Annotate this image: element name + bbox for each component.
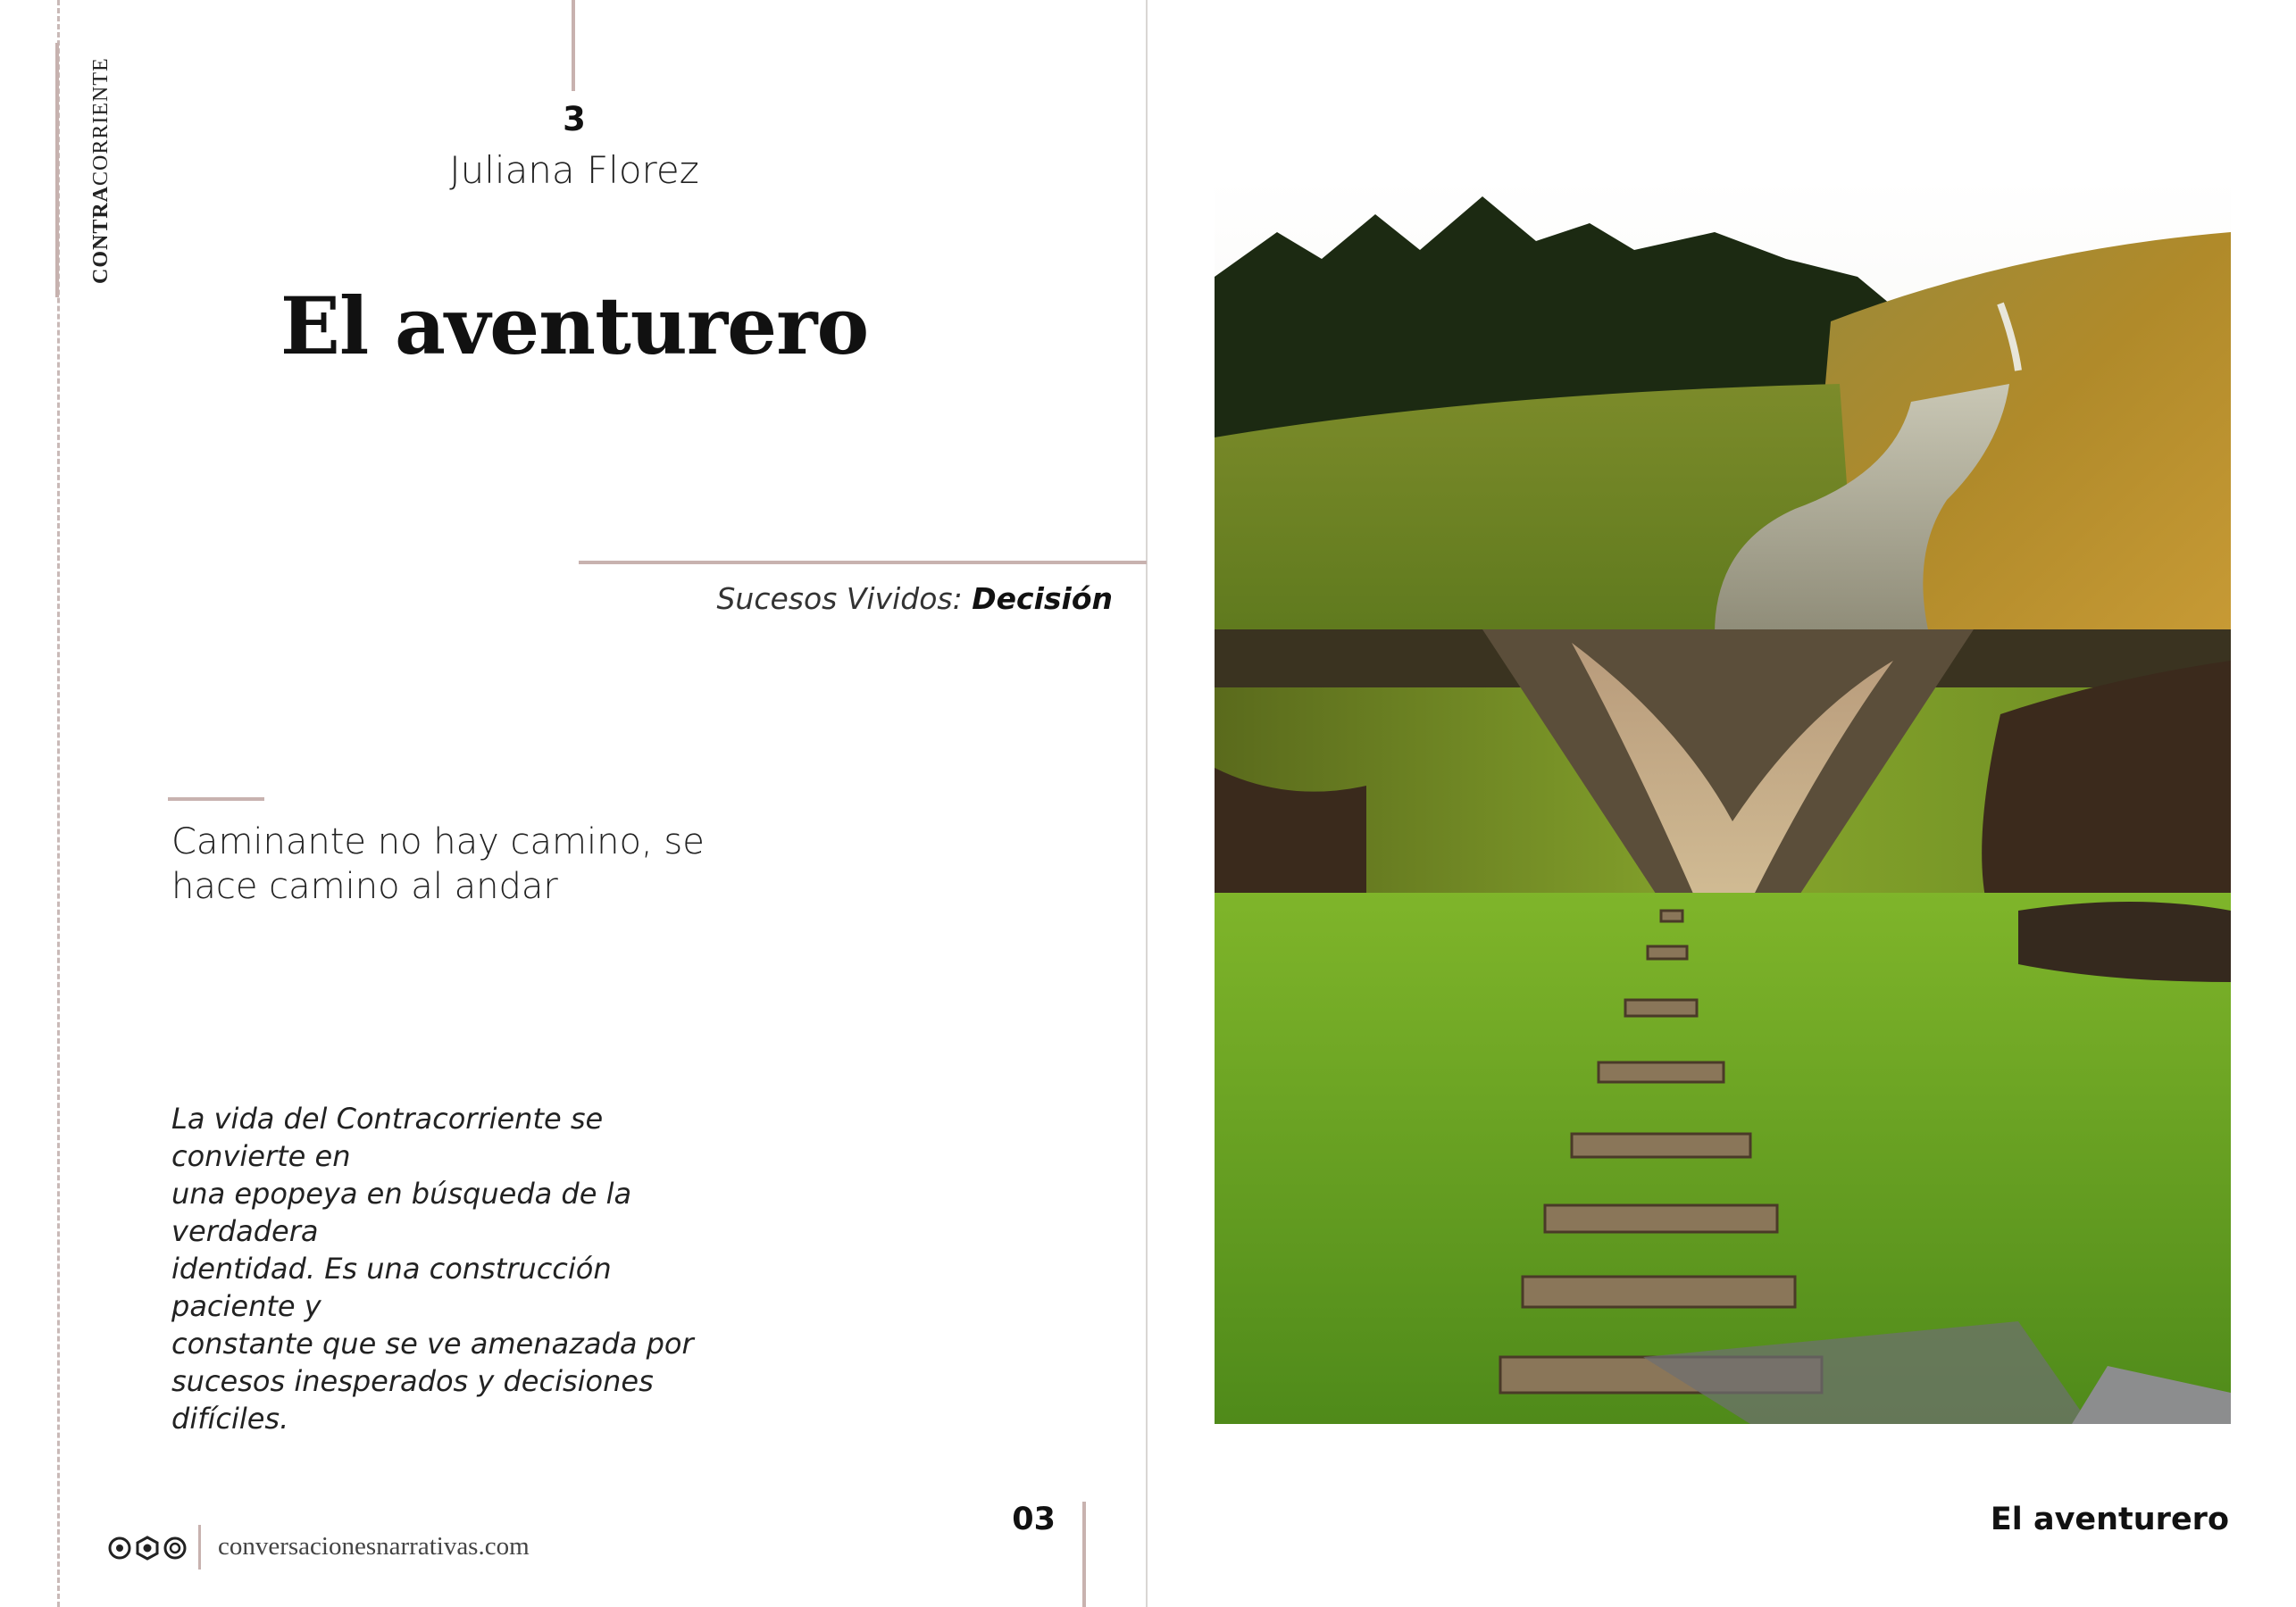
body-line: sucesos inesperados y decisiones difíciles.	[171, 1364, 654, 1436]
body-line: identidad. Es una construcción paciente y	[171, 1252, 612, 1323]
chapter-number: 3	[563, 100, 586, 138]
side-label-bold: CONTRA	[89, 185, 113, 284]
three-circle-logo-icon	[107, 1534, 188, 1562]
landscape-collage-image	[1215, 179, 2231, 1424]
section-rule	[579, 561, 1147, 564]
body-line: La vida del Contracorriente se convierte en	[171, 1102, 604, 1173]
author-name: Juliana Florez	[449, 148, 699, 192]
page-number: 03	[1012, 1502, 1056, 1537]
page-spine	[1146, 0, 1148, 1607]
section-label	[679, 581, 1113, 616]
running-title: El aventurero	[1990, 1502, 2229, 1537]
footer-rule	[1082, 1502, 1086, 1607]
website-url[interactable]: conversacionesnarrativas.com	[218, 1532, 530, 1561]
side-solid-line	[55, 43, 59, 297]
section-prefix: Sucesos Vividos:	[716, 581, 963, 616]
epigraph-quote	[171, 820, 797, 909]
chapter-title: El aventurero	[280, 279, 869, 372]
quote-line: Caminante no hay camino, se	[171, 821, 705, 862]
footer-separator	[198, 1525, 201, 1570]
body-paragraph	[171, 1100, 743, 1437]
section-value: Decisión	[972, 581, 1113, 616]
publication-side-label	[89, 57, 113, 284]
top-rule	[572, 0, 575, 91]
body-line: constante que se ve amenazada por	[171, 1327, 694, 1361]
body-line: una epopeya en búsqueda de la verdadera	[171, 1177, 632, 1248]
side-label-rest: CORRIENTE	[89, 57, 113, 186]
quote-line: hace camino al andar	[171, 866, 558, 907]
quote-rule	[168, 797, 264, 801]
